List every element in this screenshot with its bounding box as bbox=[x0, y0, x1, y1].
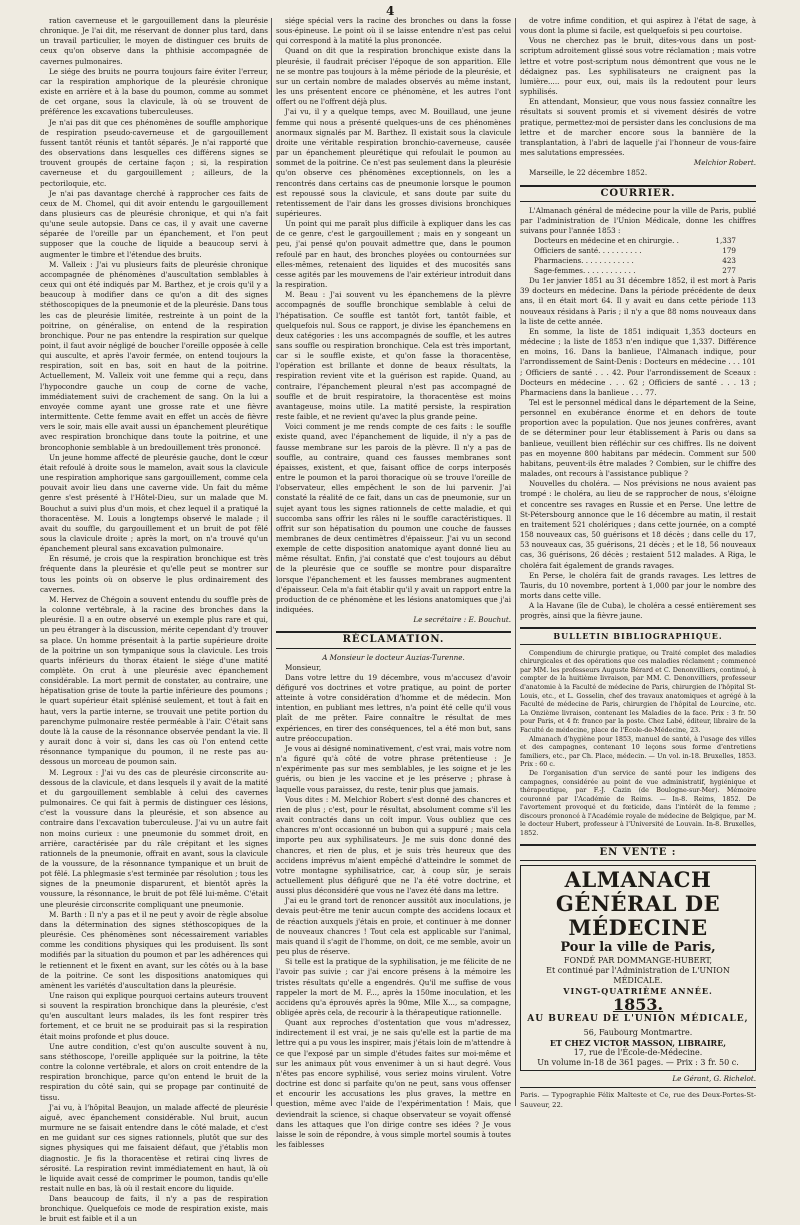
paragraph: Dans votre lettre du 19 décembre, vous m'accusez d'avoir défiguré vos doctrines et votre pratique, au point de porter atteinte à votre considération d'homme et de médecin. Mon intention, en publiant mes lettres, n'a point été celle qu'il vous plaît de me prêter. Faire connaître le résultat de mes expériences, en tirer des conséquences, tel a été mon but, sans autre préoccupation. bbox=[276, 672, 511, 743]
column-middle bbox=[276, 16, 511, 1150]
paragraph: En attendant, Monsieur, que vous nous fassiez connaître les résultats si souvent promis et si vivement désirés de votre pratique, permettez-moi de persister dans les conclusions de ma lettre et de marcher encore sous la bannière de la transplantation, à l'abri de laquelle j'ai l'honneur de vous-faire mes salutations empressées. bbox=[520, 97, 756, 158]
paragraph: Vous dites : M. Melchior Robert s'est donné des chancres et rien de plus ; c'est, pour le résultat, absolument comme s'il les avait contractés dans un coït impur. Vous oubliez que ces chancres m'ont occasionné un bubon qui a suppuré ; mais cela importe peu aux syphilisateurs. Je me suis donc donné des chancres, et rien de plus, et je suis très heureux que des accidens imprévus m'aient empêché d'atteindre le sommet de votre montagne syphilisatrice, car, à coup sûr, je serais actuellement plus défiguré que ne l'a été votre doctrine, et aussi plus déconsidéré que vous ne l'avez été dans ma lettre. bbox=[276, 794, 511, 896]
paragraph: A la Havane (île de Cuba), le choléra a cessé entièrement ses progrès, ainsi que la fièvre jaune. bbox=[520, 601, 756, 621]
column-rule bbox=[515, 18, 516, 1106]
printer-footer: Paris. — Typographie Félix Malteste et Ce, rue des Deux-Portes-St-Sauveur, 22. bbox=[520, 1087, 756, 1110]
paragraph: Un point qui me paraît plus difficile à expliquer dans les cas de ce genre, c'est le gargouillement ; mais en y songeant un peu, j'ai pensé qu'on pouvait admettre que, dans le poumon refoulé par en haut, des bronches ployées ou contournées sur elles-mêmes, retenaient des liquides et des mucosités sans cesse agités par les mouvemens de l'air extérieur introduit dans la respiration. bbox=[276, 219, 511, 290]
paragraph: siége spécial vers la racine des bronches ou dans la fosse sous-épineuse. Le point où il se laisse entendre n'est pas celui qui correspond à la matité la plus prononcée. bbox=[276, 16, 511, 46]
paragraph: L'Almanach général de médecine pour la ville de Paris, publié par l'administration de l'Union Médicale, donne les chiffres suivans pour l'année 1853 : bbox=[520, 205, 756, 235]
column-right bbox=[520, 16, 756, 1110]
paragraph: J'ai eu le grand tort de renoncer aussitôt aux inoculations, je devais peut-être me tenir aucun compte des accidens locaux et de réaction auxquels j'étais en proie, et continuer à me donner de nouveaux chancres ! Tout cela est applicable sur l'animal, mais quand il s'agit de l'homme, on doit, ce me semble, avoir un peu plus de réserve. bbox=[276, 896, 511, 957]
paragraph: Almanach d'hygiène pour 1853, manuel de santé, à l'usage des villes et des campagnes, contenant 10 leçons sous forme d'entretiens familiers, etc., par Ch. Place, médecin. — Un vol. in-18. Bruxelles, 1853. Prix : 60 c. bbox=[520, 734, 756, 769]
paragraph: M. Legroux : J'ai vu des cas de pleurésie circonscrite au-dessous de la clavicule, et dans lesquels il y avait de la matité et du gargouillement semblable à celui des cavernes pulmonaires. Ce qui fait à permis de distinguer ces lésions, c'est la voussure dans la pleurésie, et son absence au contraire dans l'excavation tuberculeuse. J'ai vu un autre fait non moins curieux : une pneumonie du sommet droit, en arrière, caractérisée par du râle crépitant et les signes rationnels de la pneumonie, offrait en avant, sous la clavicule de la voussure, de la résonnance tympanique et un bruit de pot fêlé. La phlegmasie s'est terminée par résolution ; tous les signes de la pneumonie disparurent, et bientôt après la voussure, la résonnance, le bruit de pot fêlé lui-même. C'était une pleurésie circonscrite compliquant une pneumonie. bbox=[40, 767, 268, 909]
paragraph: de votre infime condition, et qui aspirez à l'état de sage, à vous dont la plume si facile, est quelquefois si peu courtoise. bbox=[520, 16, 756, 36]
ad-line: 17, rue de l'École-de-Médecine. bbox=[573, 1048, 703, 1058]
ad-line: Un volume in-18 de 361 pages. — Prix : 3 fr. 50 c. bbox=[537, 1058, 739, 1068]
paragraph: Compendium de chirurgie pratique, ou Traité complet des maladies chirurgicales et des opérations que ces maladies réclament ; commencé par MM. les professeurs Auguste Bérard et C. Denonvilliers, continué, à compter de la huitième livraison, par MM. C. Denonvilliers, professeur d'anatomie à la Faculté de médecine de Paris, chirurgien de l'hôpital St-Louis, etc., et L. Gosselin, chef des travaux anatomiques et agrégé à la Faculté de médecine de Paris, chirurgien de l'hôpital de Lourcine, etc. La Onzième livraison, contenant les Maladies de la face. Prix : 3 fr. 50 pour Paris, et 4 fr. franco par la poste. Chez Labé, éditeur, libraire de la Faculté de médecine, place de l'École-de-Médecine, 23. bbox=[520, 648, 756, 734]
paragraph: Quand on dit que la respiration bronchique existe dans la pleurésie, il faudrait préciser l'époque de son apparition. Elle ne se montre pas toujours à la même période de la pleurésie, et sur un certain nombre de malades observés au même instant, les uns présentent encore ce phénomène, et les autres l'ont offert ou ne l'offrent déjà plus. bbox=[276, 46, 511, 107]
paragraph: J'ai vu, à l'hôpital Beaujon, un malade affecté de pleurésie aiguë, avec épanchement considérable. Nul bruit, aucun murmure ne se faisait entendre dans le côté malade, et c'est en me guidant sur ces signes rationnels, plutôt que sur des signes physiques qui me faisaient défaut, que j'établis mon diagnostic. Je fis la thoracentèse et retirai cinq livres de sérosité. La respiration revint immédiatement en haut, là où le liquide avait cessé de comprimer le poumon, tandis qu'elle restait nulle en bas, là où il restait encore du liquide. bbox=[40, 1102, 268, 1193]
column-rule bbox=[271, 18, 272, 1106]
signature: Melchior Robert. bbox=[693, 158, 756, 168]
paragraph: Vous ne cherchez pas le bruit, dites-vous dans un post-scriptum adroitement glissé sous votre réclamation ; mais votre lettre et votre post-scriptum nous démontrent que vous ne le dédaignez pas. Les syphilisateurs ne craignent pas la lumière..... pour eux, oui, mais ils la redoutent pour leurs syphilisés. bbox=[520, 36, 756, 97]
page-number: 4 bbox=[386, 4, 395, 18]
ad-year: 1853. bbox=[612, 994, 664, 1014]
ad-publisher: AU BUREAU DE L'UNION MÉDICALE, bbox=[527, 1013, 749, 1024]
section-heading-bulletin: BULLETIN BIBLIOGRAPHIQUE. bbox=[520, 627, 756, 644]
salutation: Monsieur, bbox=[285, 662, 322, 672]
paragraph: Quant aux reproches d'ostentation que vous m'adressez, indirectement il est vrai, je ne sais qu'elle est la partie de ma lettre qui a pu vous les inspirer, mais j'étais loin de m'attendre à ce que l'exposé par un simple d'études faites sur moi-même et sur les animaux pût vous envenimer à un si haut degré. Vous n'êtes pas encore syphilisé, vous seriez moins virulent. Votre doctrine est donc si parfaite qu'on ne peut, sans vous offenser et encourir les accusations les plus graves, la mettre en question, même avec l'aide de l'expérimentation ! Mais, que deviendrait la science, si chaque observateur se voyait offensé dans les attaques que l'on dirige contre ses idées ? Je vous laisse le soin de répondre, à vous simple mortel soumis à toutes les faiblesses bbox=[276, 1018, 511, 1150]
ad-line: VINGT-QUATRIÈME ANNÉE. bbox=[563, 985, 713, 996]
paragraph: Du 1er janvier 1851 au 31 décembre 1852, il est mort à Paris 39 docteurs en médecine. Dans la période précédente de deux ans, il en était mort 64. Il y avait eu dans cette période 113 nouveaux résidans à Paris ; il n'y a que 88 noms nouveaux dans la liste de cette année. bbox=[520, 276, 756, 326]
paragraph: Tel est le personnel médical dans le département de la Seine, personnel en exubérance énorme et en dehors de toute proportion avec la population. Que nos jeunes confrères, avant de se déterminer pour leur établissement à Paris ou dans sa banlieue, veuillent bien réfléchir sur ces chiffres. Ils ne doivent pas en moyenne 800 habitans par médecin. Comment sur 500 habitans, peuvent-ils être malades ? Combien, sur le chiffre des malades, ont recours à l'assistance publique ? bbox=[520, 398, 756, 479]
paragraph: En Perse, le choléra fait de grands ravages. Les lettres de Tauris, du 10 novembre, portent à 1,000 par jour le nombre des morts dans cette ville. bbox=[520, 570, 756, 600]
ad-line: Et continué par l'Administration de L'UNION MÉDICALE. bbox=[546, 965, 730, 985]
manager-signature: Le Gérant, G. Richelot. bbox=[672, 1074, 756, 1084]
paragraph: M. Hervez de Chégoin a souvent entendu du souffle près de la colonne vertébrale, à la racine des bronches dans la pleurésie. Il a en outre observé un exemple plus rare et qui, un peu étranger à la discussion, mérite cependant d'y trouver sa place. Un homme présentait à la partie supérieure droite de la poitrine un son tympanique sous la clavicule. Les trois quarts inférieurs du thorax étaient le siége d'une matité complète. On crut à une pleurésie avec épanchement considérable. La mort permit de constater, au contraire, une hépatisation grise de toute la partie inférieure des poumons ; le quart supérieur était splénisé seulement, et tout à fait en haut, vers la partie interne, se trouvait une petite portion du parenchyme pulmonaire restée perméable à l'air. C'était sans doute là la cause de la résonnance observée pendant la vie. Il y aurait donc à voir si, dans les cas où l'on entend cette résonnance tympanique du poumon, il ne reste pas au-dessous un morceau de poumon sain. bbox=[40, 594, 268, 767]
paragraph: Une autre condition, c'est qu'on ausculte souvent à nu, sans stéthoscope, l'oreille appliquée sur la poitrine, la tête contre la colonne vertébrale, et alors on croit entendre de la respiration bronchique, parce qu'on entend le bruit de la respiration du côté sain, qui se propage par continuité de tissu. bbox=[40, 1041, 268, 1102]
paragraph: En somme, la liste de 1851 indiquait 1,353 docteurs en médecine ; la liste de 1853 n'en indique que 1,337. Différence en moins, 16. Dans la banlieue, l'Almanach indique, pour l'arrondissement de Saint-Denis : Docteurs en médecine . . . 101 ; Officiers de santé . . . 42. Pour l'arrondissement de Sceaux : Docteurs en médecine . . . 62 ; Officiers de santé . . . 13 ; Pharmaciens dans la banlieue . . . 77. bbox=[520, 326, 756, 397]
paragraph: Nouvelles du choléra. — Nos prévisions ne nous avaient pas trompé : le choléra, au lieu de se rapprocher de nous, s'éloigne et concentre ses ravages en Russie et en Perse. Une lettre de St-Pétersbourg annonce que le 16 décembre au matin, il restait en traitement 521 cholériques ; dans cette journée, on a compté 158 nouveaux cas, 50 guérisons et 18 décès ; dans celle du 17, 53 nouveaux cas, 35 guérisons, 21 décès ; et le 18, 56 nouveaux cas, 36 guérisons, 26 décès ; restaient 512 malades. A Riga, le choléra fait également de grands ravages. bbox=[520, 479, 756, 570]
paragraph: Je n'ai pas davantage cherché à rapprocher ces faits de ceux de M. Chomel, qui dit avoir entendu le gargouillement dans plusieurs cas de pleurésie chronique, et qui n'a fait qu'une seule autopsie. Dans ce cas, il y avait une caverne séparée de l'oreille par un épanchement, et l'on peut supposer que la couche de liquide a beaucoup servi à augmenter le timbre et l'étendue des bruits. bbox=[40, 188, 268, 259]
paragraph: De l'organisation d'un service de santé pour les indigens des campagnes, considérée au point de vue administratif, hygiénique et thérapeutique, par F.-J. Cazin (de Boulogne-sur-Mer). Mémoire couronné par l'Académie de Reims. — In-8. Reims, 1852. De l'avortement provoqué et du fœticide, dans l'intérêt de la femme ; discours prononcé à l'Académie royale de médecine de Belgique, par M. le docteur Hubert, professeur à l'Université de Louvain. In-8. Bruxelles, 1852. bbox=[520, 768, 756, 838]
column-left bbox=[40, 16, 268, 1224]
paragraph: Un jeune homme affecté de pleurésie gauche, dont le cœur était refoulé à droite sous le mamelon, avait sous la clavicule une respiration amphorique sans gargouillement, comme cela pouvait avoir lieu dans une caverne vide. Un fait du même genre s'est présenté à l'Hôtel-Dieu, sur un malade que M. Bouchut a suivi plus d'un mois, et chez lequel il a pratiqué la thoracentèse. M. Louis a longtemps observé le malade ; il avait du souffle, du gargouillement et un bruit de pot fêlé sous la clavicule droite ; après la mort, on n'a trouvé qu'un épanchement pleural sans excavation pulmonaire. bbox=[40, 452, 268, 554]
ad-line: ET CHEZ VICTOR MASSON, LIBRAIRE, bbox=[549, 1038, 727, 1049]
paragraph: ration caverneuse et le gargouillement dans la pleurésie chronique. Je l'ai dit, me réservant de donner plus tard, dans un travail particulier, le moyen de distinguer ces bruits de ceux qu'on observe dans la phthisie accompagnée de cavernes pulmonaires. bbox=[40, 16, 268, 66]
section-heading-reclamation: RÉCLAMATION. bbox=[276, 631, 511, 648]
paragraph: M. Beau : J'ai souvent vu les épanchemens de la plèvre accompagnés de souffle bronchique semblable à celui de l'hépatisation. Ce souffle est tantôt fort, tantôt faible, et quelquefois nul. Sous ce rapport, je divise les épanchemens en deux catégories : les uns accompagnés de souffle, et les autres sans souffle ou respiration bronchique. Cela est très important, car si le souffle existe, et qu'on fasse la thoracentèse, l'opération est brillante et donne de beaux résultats, la respiration revient vite et la guérison est rapide. Quand, au contraire, l'épanchement pleural n'est pas accompagné de souffle et de bruit respiratoire, la thoracentèse est moins avantageuse, moins utile. La matité persiste, la respiration reste faible, et ne revient qu'avec la plus grande peine. bbox=[276, 290, 511, 422]
section-heading-en-vente: EN VENTE : bbox=[520, 844, 756, 861]
paragraph: Je n'ai pas dit que ces phénomènes de souffle amphorique de respiration pseudo-caverneuse et de gargouillement fussent tantôt réunis et tantôt séparés. Je n'ai rapporté que des observations dans lesquelles ces différens signes se trouvent groupés de certaine façon ; si, la respiration caverneuse et du gargouillement ; ailleurs, de la pectoriloquie, etc. bbox=[40, 117, 268, 188]
stats-table: Docteurs en médecine et en chirurgie. . 1,337 Officiers de santé. . . . . . . . . . 179 Pharmaciens. . . . . . . . . . . . 423 Sage-femmes. . . . . . . . . . . . 277 bbox=[534, 236, 736, 276]
signature: Le secrétaire : E. Bouchut. bbox=[413, 615, 511, 625]
paragraph: Dans beaucoup de faits, il n'y a pas de respiration bronchique. Quelquefois ce mode de respiration existe, mais le bruit est faible et il a un bbox=[40, 1194, 268, 1224]
ad-line: FONDÉ PAR DOMMANGE-HUBERT, bbox=[563, 955, 713, 965]
paragraph: Je vous ai désigné nominativement, c'est vrai, mais votre nom n'a figuré qu'à côté de votre phrase prétentieuse : Je n'expérimente pas sur mes semblables, je les soigne et je les guéris, ou bien je les vaccine et je les préserve ; phrase à laquelle vous paraissez, du reste, tenir plus que jamais. bbox=[276, 743, 511, 794]
paragraph: Une raison qui explique pourquoi certains auteurs trouvent si souvent la respiration bronchique dans la pleurésie, c'est qu'en auscultant leurs malades, ils les font respirer très fortement, et ce bruit ne se produirait pas si la respiration était moins profonde et plus douce. bbox=[40, 991, 268, 1041]
dateline: Marseille, le 22 décembre 1852. bbox=[529, 168, 648, 178]
paragraph: Le siége des bruits ne pourra toujours faire éviter l'erreur, car la respiration amphorique de la pleurésie chronique existe en arrière et à la base du poumon, comme au sommet de cet organe, sous la clavicule, là où se trouvent de préférence les excavations tuberculeuses. bbox=[40, 66, 268, 117]
ad-line: 56, Faubourg Montmartre. bbox=[583, 1028, 693, 1038]
letter-addressee: A Monsieur le docteur Auzias-Turenne. bbox=[322, 652, 465, 662]
section-heading-courrier: COURRIER. bbox=[520, 185, 756, 202]
ad-subtitle: Pour la ville de Paris, bbox=[560, 939, 716, 955]
paragraph: J'ai vu, il y a quelque temps, avec M. Bouillaud, une jeune femme qui nous a présenté quelques-uns de ces phénomènes anormaux signalés par M. Barthez. Il existait sous la clavicule droite une véritable respiration bronchio-caverneuse, causée par un épanchement pleurétique qui refoulait le poumon au sommet de la poitrine. Ce n'est pas seulement dans la pleurésie qu'on observe ces phénomènes exceptionnels, on les a rencontrés dans certains cas de pneumonie lorsque le poumon est repoussé sous la clavicule, et sans doute par suite du retentissement de l'air dans les grosses divisions bronchiques supérieures. bbox=[276, 107, 511, 218]
paragraph: Voici comment je me rends compte de ces faits : le souffle existe quand, avec l'épanchement de liquide, il n'y a pas de fausse membrane sur les parois de la plèvre. Il n'y a pas de souffle, au contraire, quand ces fausses membranes sont épaisses, existent, et que, faisant office de corps interposés entre le poumon et la paroi thoracique où se trouve l'oreille de l'observateur, elles empêchent le son de lui parvenir. J'ai constaté la réalité de ce fait, dans un cas de pneumonie, sur un sujet ayant tous les signes rationnels de cette maladie, et qui succomba sans offrir les râles ni le souffle caractéristiques. Il offrit sur son hépatisation du poumon une couche de fausses membranes de deux centimètres d'épaisseur. J'ai vu un second exemple de cette disposition anatomique ayant donné lieu au même résultat. Enfin, j'ai constaté que c'est toujours au début de la pleurésie que ce souffle se montre pour disparaître lorsque l'épanchement et les fausses membranes augmentent d'épaisseur. Cela m'a fait établir qu'il y avait un rapport entre la production de ce phénomène et les lésions anatomiques que j'ai indiquées. bbox=[276, 422, 511, 615]
paragraph: Si telle est la pratique de la syphilisation, je me félicite de ne l'avoir pas suivie ; car j'ai encore présens à la mémoire les tristes résultats qu'elle a engendrés. Qu'il me suffise de vous rappeler la mort de M. F..., après la 150me inoculation, et les accidens qu'a éprouvés après la 90me, Mlle X..., sa compagne, obligée après cela, de recourir à la thérapeutique rationnelle. bbox=[276, 957, 511, 1017]
paragraph: En résumé, je crois que la respiration bronchique est très fréquente dans la pleurésie et qu'elle peut se montrer sur tous les points où on observe le plus ordinairement des cavernes. bbox=[40, 554, 268, 594]
ad-title: ALMANACH GÉNÉRAL DE MÉDECINE bbox=[555, 866, 721, 940]
advertisement bbox=[520, 865, 756, 1071]
paragraph: M. Barth : Il n'y a pas et il ne peut y avoir de règle absolue dans la détermination des signes stéthoscopiques de la pleurésie. Ces phénomènes sont nécessairement variables comme les conditions physiques qui les produisent. Ils sont modifiés par la situation du poumon et par les adhérences qui le retiennent et le fixent en avant, sur les côtés ou à la base de la poitrine. Ce sont les dispositions anatomiques qui amènent les variétés d'auscultation dans la pleurésie. bbox=[40, 909, 268, 990]
paragraph: M. Valleix : J'ai vu plusieurs faits de pleurésie chronique accompagnée de phénomènes d'auscultation semblables à ceux qui ont été indiqués par M. Barthez, et je crois qu'il y a beaucoup à modifier dans ce qu'on a dit des signes stéthoscopiques de la pneumonie et de la pleurésie. Dans tous les cas de pleurésie limitée, restreinte à un point de la poitrine, on généralise, on entend de la respiration bronchique. Pour ne pas entendre la respiration sur quelque point, il faut avoir négligé de boucher l'oreille opposée à celle qui ausculte, et après l'avoir fermée, on entend toujours la respiration, soit en bas, soit en haut de la poitrine. Actuellement, M. Valleix voit une femme qui a reçu, dans l'hypocondre gauche un coup de corne de vache, immédiatement suivi de crachement de sang. On la lui a envoyée comme ayant une grosse rate et une fièvre intermittente. Cette femme avait en effet un accès de fièvre vers le soir, mais elle avait aussi un épanchement pleurétique avec respiration bronchique dans toute la poitrine, et une broncophonie semblable à un bredouillement très prononcé. bbox=[40, 259, 268, 452]
